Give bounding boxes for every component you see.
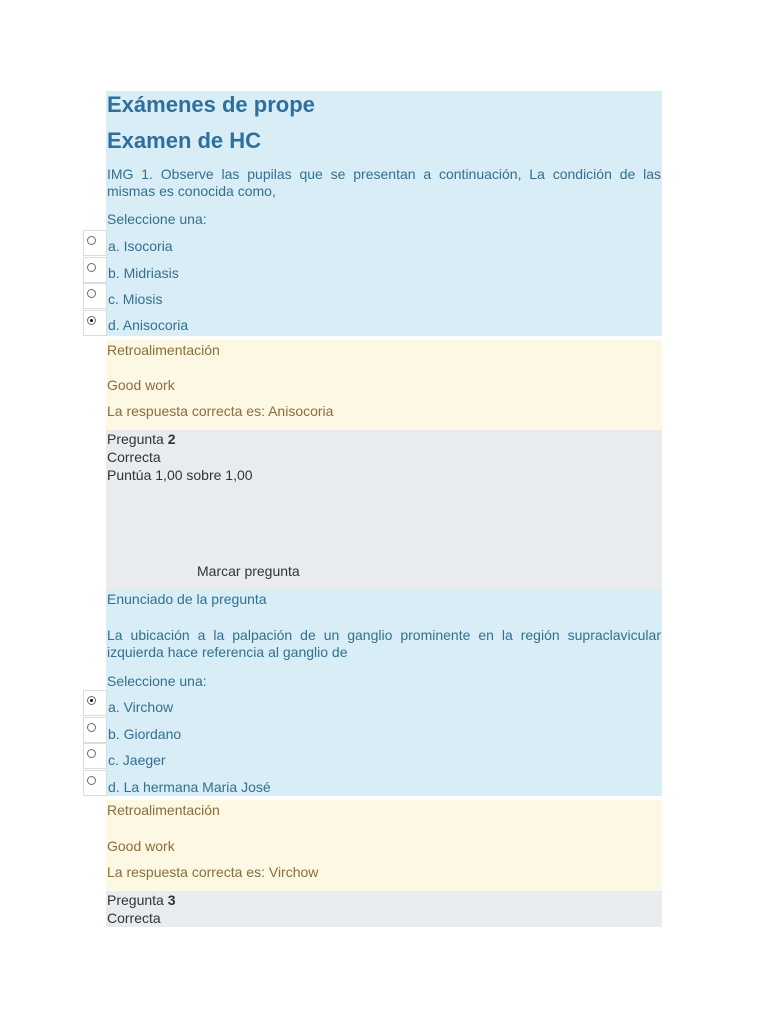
radio-selected-icon xyxy=(87,696,96,705)
question-statement-heading: Enunciado de la pregunta xyxy=(107,591,267,607)
option-d-radio[interactable] xyxy=(83,770,107,796)
question-1-content xyxy=(106,91,662,336)
option-b-label: b. Giordano xyxy=(108,726,182,742)
radio-circle-icon xyxy=(87,723,96,732)
question-label: Pregunta xyxy=(107,431,164,447)
flag-question-link[interactable]: Marcar pregunta xyxy=(197,563,300,579)
exam-title: Examen de HC xyxy=(107,128,262,153)
question-2-prompt: La ubicación a la palpación de un ganglio prominente en la región supraclavicular izquierda hace referencia al ganglio de xyxy=(107,627,661,660)
page-title: Exámenes de prope xyxy=(107,92,315,117)
option-c-label: c. Miosis xyxy=(108,291,163,307)
question-number-value: 2 xyxy=(167,431,176,447)
question-state: Correcta xyxy=(107,449,161,465)
correct-answer-text: La respuesta correcta es: Anisocoria xyxy=(107,403,334,419)
radio-circle-icon xyxy=(87,289,96,298)
option-b-radio[interactable] xyxy=(83,257,107,283)
radio-circle-icon xyxy=(87,749,96,758)
question-number xyxy=(107,892,176,909)
question-label: Pregunta xyxy=(107,892,164,908)
option-b-label: b. Midriasis xyxy=(108,265,179,281)
option-a-radio[interactable] xyxy=(83,690,107,716)
radio-circle-icon xyxy=(87,263,96,272)
question-number-value: 3 xyxy=(167,892,176,908)
option-a-radio[interactable] xyxy=(83,230,107,256)
radio-circle-icon xyxy=(87,776,96,785)
question-2-content xyxy=(106,590,662,796)
question-grade: Puntúa 1,00 sobre 1,00 xyxy=(107,467,253,483)
select-one-label: Seleccione una: xyxy=(107,211,207,227)
select-one-label: Seleccione una: xyxy=(107,673,207,689)
question-number xyxy=(107,431,176,448)
radio-selected-icon xyxy=(87,316,96,325)
option-d-label: d. Anisocoria xyxy=(108,317,189,333)
radio-circle-icon xyxy=(87,236,96,245)
feedback-message: Good work xyxy=(107,377,175,393)
question-3-info xyxy=(106,891,662,927)
question-1-feedback xyxy=(106,340,662,430)
option-a-label: a. Isocoria xyxy=(108,238,173,254)
option-c-label: c. Jaeger xyxy=(108,752,166,768)
feedback-message: Good work xyxy=(107,838,175,854)
correct-answer-text: La respuesta correcta es: Virchow xyxy=(107,864,319,880)
option-a-label: a. Virchow xyxy=(108,699,174,715)
question-1-prompt: IMG 1. Observe las pupilas que se presentan a continuación, La condición de las mismas es conocida como, xyxy=(107,166,661,199)
option-b-radio[interactable] xyxy=(83,717,107,743)
option-d-label: d. La hermana Maria José xyxy=(108,779,271,795)
option-c-radio[interactable] xyxy=(83,743,107,769)
feedback-title: Retroalimentación xyxy=(107,342,220,358)
option-c-radio[interactable] xyxy=(83,283,107,309)
option-d-radio[interactable] xyxy=(83,310,107,336)
question-state: Correcta xyxy=(107,910,161,926)
question-2-feedback xyxy=(106,800,662,891)
feedback-title: Retroalimentación xyxy=(107,802,220,818)
question-2-info xyxy=(106,430,662,590)
